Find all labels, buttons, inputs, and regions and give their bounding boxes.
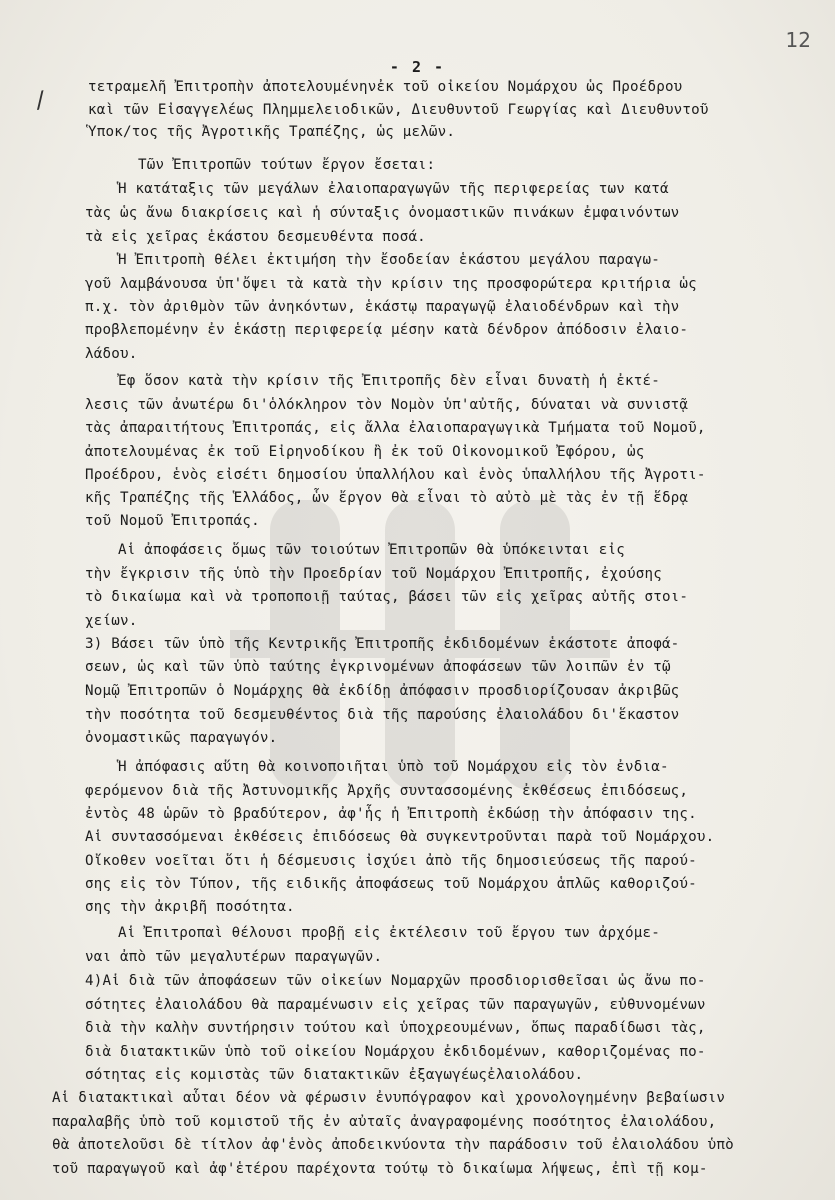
text-line: τὸ δικαίωμα καὶ νὰ τροποποιῇ ταύτας, βάσει τῶν εἰς χεῖρας αὐτῆς στοι- [85, 589, 689, 605]
text-line: σότητας εἰς κομιστὰς τῶν διατακτικῶν ἐξαγωγέωςἐλαιολάδου. [85, 1067, 584, 1083]
text-line: Αἱ Ἐπιτροπαὶ θέλουσι προβῇ εἰς ἐκτέλεσιν τοῦ ἔργου των ἀρχόμε- [118, 925, 660, 941]
text-line: τοῦ Νομοῦ Ἐπιτροπάς. [85, 513, 260, 529]
text-line: λεσις τῶν ἀνωτέρω δι'ὁλόκληρον τὸν Νομὸν ὑπ'αὐτῆς, δύναται νὰ συνιστᾷ [85, 397, 689, 413]
text-line: παραλαβῆς ὑπὸ τοῦ κομιστοῦ τῆς ἐν αὐταῖς ἀναγραφομένης ποσότητος ἐλαιολάδου, [52, 1114, 717, 1130]
archive-number: 12 [785, 28, 811, 52]
text-line: τὴν ποσότητα τοῦ δεσμευθέντος διὰ τῆς παρούσης ἐλαιολάδου δι'ἕκαστον [85, 707, 680, 723]
text-line: ναι ἀπὸ τῶν μεγαλυτέρων παραγωγῶν. [85, 949, 383, 965]
margin-check-mark: / [31, 86, 50, 115]
text-line: κῆς Τραπέζης τῆς Ἑλλάδος, ὧν ἔργον θὰ εἶναι τὸ αὐτὸ μὲ τὰς ἐν τῇ ἕδρᾳ [85, 490, 689, 506]
text-line: 4)Αἱ διὰ τῶν ἀποφάσεων τῶν οἰκείων Νομαρχῶν προσδιορισθεῖσαι ὡς ἄνω πο- [85, 973, 706, 989]
text-line: θὰ ἀποτελοῦσι δὲ τίτλον ἀφ'ἑνὸς ἀποδεικνύοντα τὴν παράδοσιν τοῦ ἐλαιολάδου ὑπὸ [52, 1137, 734, 1153]
text-line: π.χ. τὸν ἀριθμὸν τῶν ἀνηκόντων, ἑκάστῳ παραγωγῷ ἐλαιοδένδρων καὶ τὴν [85, 299, 680, 315]
text-line: τοῦ παραγωγοῦ καὶ ἀφ'ἑτέρου παρέχοντα τούτῳ τὸ δικαίωμα λήψεως, ἐπὶ τῇ κομ- [52, 1161, 708, 1177]
text-line: τὰς ἀπαραιτήτους Ἐπιτροπάς, εἰς ἄλλα ἐλαιοπαραγωγικὰ Τμήματα τοῦ Νομοῦ, [85, 420, 706, 436]
text-line: χείων. [85, 613, 138, 629]
text-line: ἐντὸς 48 ὡρῶν τὸ βραδύτερον, ἀφ'ἧς ἡ Ἐπιτροπὴ ἐκδώσῃ τὴν ἀπόφασιν της. [85, 806, 697, 822]
text-line: Ἡ Ἐπιτροπὴ θέλει ἐκτιμήση τὴν ἔσοδείαν ἑκάστου μεγάλου παραγω- [118, 252, 660, 268]
text-line: Αἱ συντασσόμεναι ἐκθέσεις ἐπιδόσεως θὰ συγκεντροῦνται παρὰ τοῦ Νομάρχου. [85, 829, 715, 845]
text-line: τὰς ὡς ἄνω διακρίσεις καὶ ἡ σύνταξις ὀνομαστικῶν πινάκων ἐμφαινόντων [85, 205, 680, 221]
text-line: Τῶν Ἐπιτροπῶν τούτων ἔργον ἔσεται: [138, 157, 436, 173]
text-line: γοῦ λαμβάνουσα ὑπ'ὄψει τὰ κατὰ τὴν κρίσιν της προσφορώτερα κριτήρια ὡς [85, 276, 697, 292]
text-line: διὰ τὴν καλὴν συντήρησιν τούτου καὶ ὑποχρεουμένων, ὅπως παραδίδωσι τὰς, [85, 1020, 706, 1036]
text-line: σεων, ὡς καὶ τῶν ὑπὸ ταύτης ἐγκρινομένων ἀποφάσεων τῶν λοιπῶν ἐν τῷ [85, 659, 671, 675]
text-line: τετραμελῆ Ἐπιτροπὴν ἀποτελουμένηνἐκ τοῦ οἰκείου Νομάρχου ὡς Προέδρου [88, 79, 683, 95]
text-line: ὀνομαστικῶς παραγωγόν. [85, 730, 278, 746]
text-line: ἀποτελουμένας ἐκ τοῦ Εἰρηνοδίκου ἢ ἐκ τοῦ Οἰκονομικοῦ Ἐφόρου, ὡς [85, 444, 645, 460]
text-line: Ἐφ ὅσον κατὰ τὴν κρίσιν τῆς Ἐπιτροπῆς δὲν εἶναι δυνατὴ ἡ ἐκτέ- [118, 373, 660, 389]
text-line: Ἡ κατάταξις τῶν μεγάλων ἐλαιοπαραγωγῶν τῆς περιφερείας των κατά [118, 181, 669, 197]
text-line: λάδου. [85, 346, 138, 362]
text-line: Ἡ ἀπόφασις αὕτη θὰ κοινοποιῆται ὑπὸ τοῦ Νομάρχου εἰς τὸν ἐνδια- [118, 759, 669, 775]
page-number: - 2 - [389, 58, 446, 76]
text-line: Αἱ ἀποφάσεις ὅμως τῶν τοιούτων Ἐπιτροπῶν θὰ ὑπόκεινται εἰς [118, 542, 626, 558]
text-line: σης εἰς τὸν Τύπον, τῆς ειδικῆς ἀποφάσεως τοῦ Νομάρχου ἁπλῶς καθοριζού- [85, 876, 697, 892]
text-line: Ὑποκ/τος τῆς Ἀγροτικῆς Τραπέζης, ὡς μελῶν. [88, 124, 456, 140]
text-line: Οἴκοθεν νοεῖται ὅτι ἡ δέσμευσις ἰσχύει ἀπὸ τῆς δημοσιεύσεως τῆς παρού- [85, 853, 697, 869]
text-line: σότητες ἐλαιολάδου θὰ παραμένωσιν εἰς χεῖρας τῶν παραγωγῶν, εὐθυνομένων [85, 997, 706, 1013]
text-line: Προέδρου, ἑνὸς εἰσέτι δημοσίου ὑπαλλήλου καὶ ἑνὸς ὑπαλλήλου τῆς Ἀγροτι- [85, 467, 706, 483]
text-line: διὰ διατακτικῶν ὑπὸ τοῦ οἰκείου Νομάρχου ἐκδιδομένων, καθοριζομένας πο- [85, 1044, 706, 1060]
text-line: σης τὴν ἀκριβῆ ποσότητα. [85, 899, 295, 915]
text-line: 3) Βάσει τῶν ὑπὸ τῆς Κεντρικῆς Ἐπιτροπῆς ἐκδιδομένων ἑκάστοτε ἀποφά- [85, 636, 680, 652]
text-line: τὰ εἰς χεῖρας ἑκάστου δεσμευθέντα ποσά. [85, 229, 426, 245]
text-line: Νομῷ Ἐπιτροπῶν ὁ Νομάρχης θὰ ἐκδίδῃ ἀπόφασιν προσδιορίζουσαν ἀκριβῶς [85, 683, 680, 699]
text-line: φερόμενον διὰ τῆς Ἀστυνομικῆς Ἀρχῆς συντασσομένης ἐκθέσεως ἐπιδόσεως, [85, 783, 689, 799]
text-line: καὶ τῶν Εἰσαγγελέως Πλημμελειοδικῶν, Διευθυντοῦ Γεωργίας καὶ Διευθυντοῦ [88, 102, 709, 118]
text-line: προβλεπομένην ἐν ἑκάστῃ περιφερείᾳ μέσην κατὰ δένδρον ἀπόδοσιν ἐλαιο- [85, 322, 689, 338]
text-line: Αἱ διατακτικαὶ αὗται δέον νὰ φέρωσιν ἐνυπόγραφον καὶ χρονολογημένην βεβαίωσιν [52, 1090, 726, 1106]
text-line: τὴν ἔγκρισιν τῆς ὑπὸ τὴν Προεδρίαν τοῦ Νομάρχου Ἐπιτροπῆς, ἐχούσης [85, 566, 662, 582]
